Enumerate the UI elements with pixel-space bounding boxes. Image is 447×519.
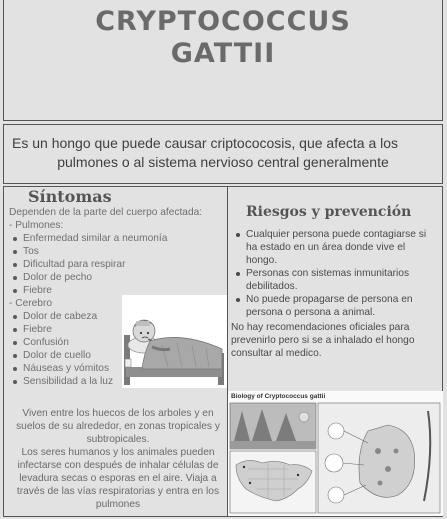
page-title <box>4 6 442 70</box>
title-line-1: CRYPTOCOCCUS <box>95 6 351 37</box>
list-item: Dolor de pecho <box>23 271 209 284</box>
intro-line-2: pulmones o al sistema nervioso central generalmente <box>57 154 389 170</box>
intro-box <box>3 124 443 184</box>
risk-items <box>232 228 438 319</box>
list-item: Fiebre <box>23 284 209 297</box>
title-box <box>3 0 443 121</box>
biology-figure <box>228 391 443 516</box>
list-item: Dificultad para respirar <box>23 258 209 271</box>
list-item: Dolor de cabeza <box>23 310 209 323</box>
list-item: Cualquier persona puede contagiarse si ha estado en un área donde vive el hongo. <box>246 228 438 267</box>
symptoms-lead: Dependen de la parte del cuerpo afectada: <box>9 207 203 218</box>
intro-line-1: Es un hongo que puede causar criptococosis, que afecta a los <box>12 135 399 151</box>
group-lungs: - Pulmones: <box>9 220 64 231</box>
title-line-2: GATTII <box>170 38 276 69</box>
risks-list <box>232 228 438 319</box>
list-item: Dolor de cuello <box>23 349 209 362</box>
sick-child-illustration <box>122 295 227 388</box>
habitat-paragraph-1: Viven entre los huecos de los arboles y en suelos de su alrededor, en zonas tropicales y subtropicales. <box>16 408 220 445</box>
lung-symptoms <box>9 232 209 297</box>
prevention-note: No hay recomendaciones oficiales para prevenirlo pero si se a inhalado el hongo consultar al medico. <box>231 322 415 359</box>
list-item: Náuseas y vómitos <box>23 362 209 375</box>
group-brain: - Cerebro <box>9 298 53 309</box>
biology-diagram <box>228 391 443 516</box>
list-item: Sensibilidad a la luz <box>23 375 209 388</box>
risks-column <box>228 186 443 517</box>
list-item: Tos <box>23 245 209 258</box>
habitat-text <box>12 407 224 511</box>
symptoms-column <box>3 186 228 517</box>
figure-title: Biology of Cryptococcus gattii <box>231 393 326 400</box>
symptoms-heading: Síntomas <box>28 187 112 206</box>
list-item: Enfermedad similar a neumonía <box>23 232 209 245</box>
list-item: Personas con sistemas inmunitarios debilitados. <box>246 267 438 293</box>
list-item: Confusión <box>23 336 209 349</box>
list-item: No puede propagarse de persona en persona o persona a animal. <box>246 293 438 319</box>
list-item: Fiebre <box>23 323 209 336</box>
risks-heading: Riesgos y prevención <box>246 204 412 220</box>
habitat-paragraph-2: Los seres humanos y los animales pueden infectarse con después de inhalar células de levadura secas o esporas en el aire. Viaja a través de las vías respiratorias y entra en los pulmones <box>16 447 220 510</box>
